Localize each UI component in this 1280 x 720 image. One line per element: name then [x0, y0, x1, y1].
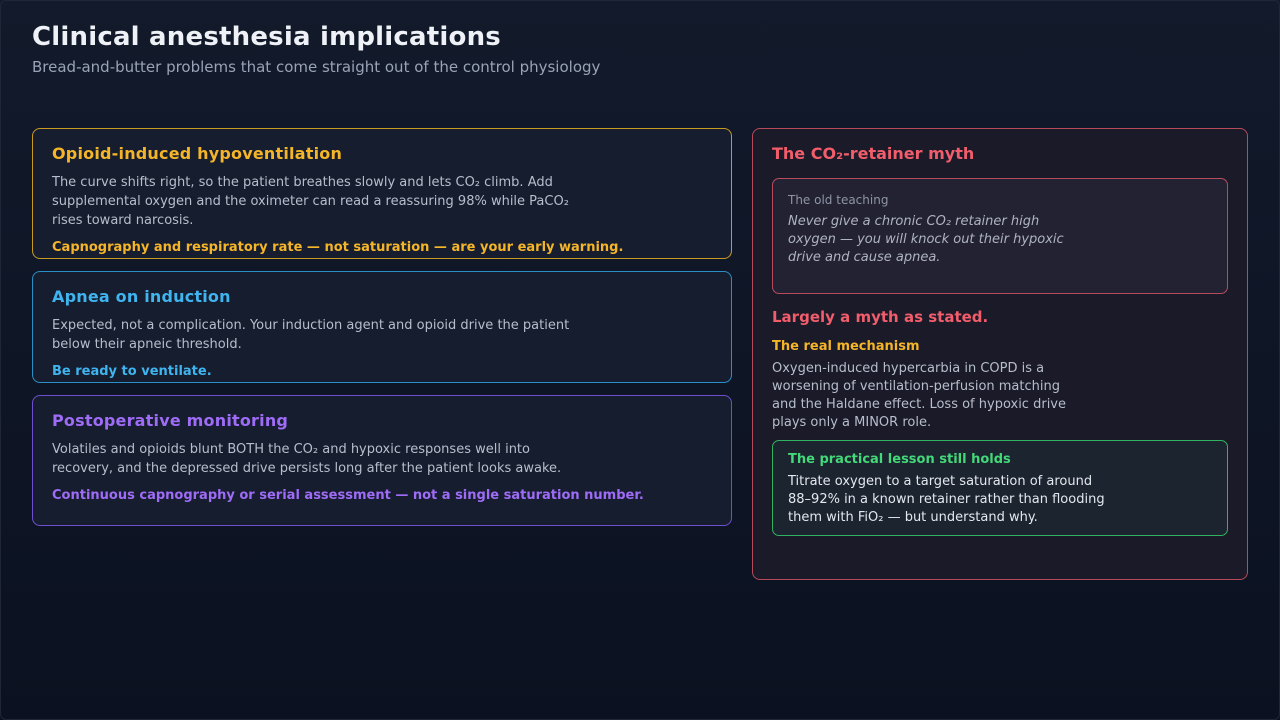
- card-body: The curve shifts right, so the patient breathes slowly and lets CO₂ climb. Add supplemental oxygen and the oximeter can read a reassuring 98% while PaCO₂ rises toward narcosis.: [52, 175, 569, 228]
- myth-verdict: Largely a myth as stated.: [772, 308, 989, 326]
- card-warning: Capnography and respiratory rate — not saturation — are your early warning.: [52, 240, 624, 255]
- lesson-body: Titrate oxygen to a target saturation of around 88–92% in a known retainer rather than flooding them with FiO₂ — but understand why.: [788, 474, 1105, 525]
- old-teaching-quote: Never give a chronic CO₂ retainer high oxygen — you will knock out their hypoxic drive and cause apnea.: [788, 214, 1064, 265]
- card-body: Volatiles and opioids blunt BOTH the CO₂ and hypoxic responses well into recovery, and the depressed drive persists long after the patient looks awake.: [52, 442, 562, 476]
- card-body: Expected, not a complication. Your induction agent and opioid drive the patient below their apneic threshold.: [52, 318, 570, 352]
- card-opioid-hypoventilation: [32, 128, 732, 259]
- card-title: Apnea on induction: [52, 287, 231, 306]
- card-postoperative-monitoring: [32, 395, 732, 526]
- myth-title: The CO₂-retainer myth: [772, 144, 975, 163]
- page-subtitle: Bread-and-butter problems that come straight out of the control physiology: [32, 58, 601, 76]
- card-apnea-induction: [32, 271, 732, 383]
- mechanism-body: Oxygen-induced hypercarbia in COPD is a worsening of ventilation-perfusion matching and the Haldane effect. Loss of hypoxic drive plays only a MINOR role.: [772, 361, 1066, 430]
- old-teaching-box: [772, 178, 1228, 294]
- lesson-label: The practical lesson still holds: [788, 452, 1011, 467]
- mechanism-label: The real mechanism: [772, 339, 920, 354]
- old-teaching-label: The old teaching: [788, 193, 889, 207]
- page-title: Clinical anesthesia implications: [32, 22, 501, 52]
- card-warning: Be ready to ventilate.: [52, 364, 212, 379]
- card-title: Postoperative monitoring: [52, 411, 289, 430]
- card-warning: Continuous capnography or serial assessment — not a single saturation number.: [52, 488, 644, 503]
- card-title: Opioid-induced hypoventilation: [52, 144, 343, 163]
- myth-panel: [752, 128, 1248, 580]
- practical-lesson-box: [772, 440, 1228, 536]
